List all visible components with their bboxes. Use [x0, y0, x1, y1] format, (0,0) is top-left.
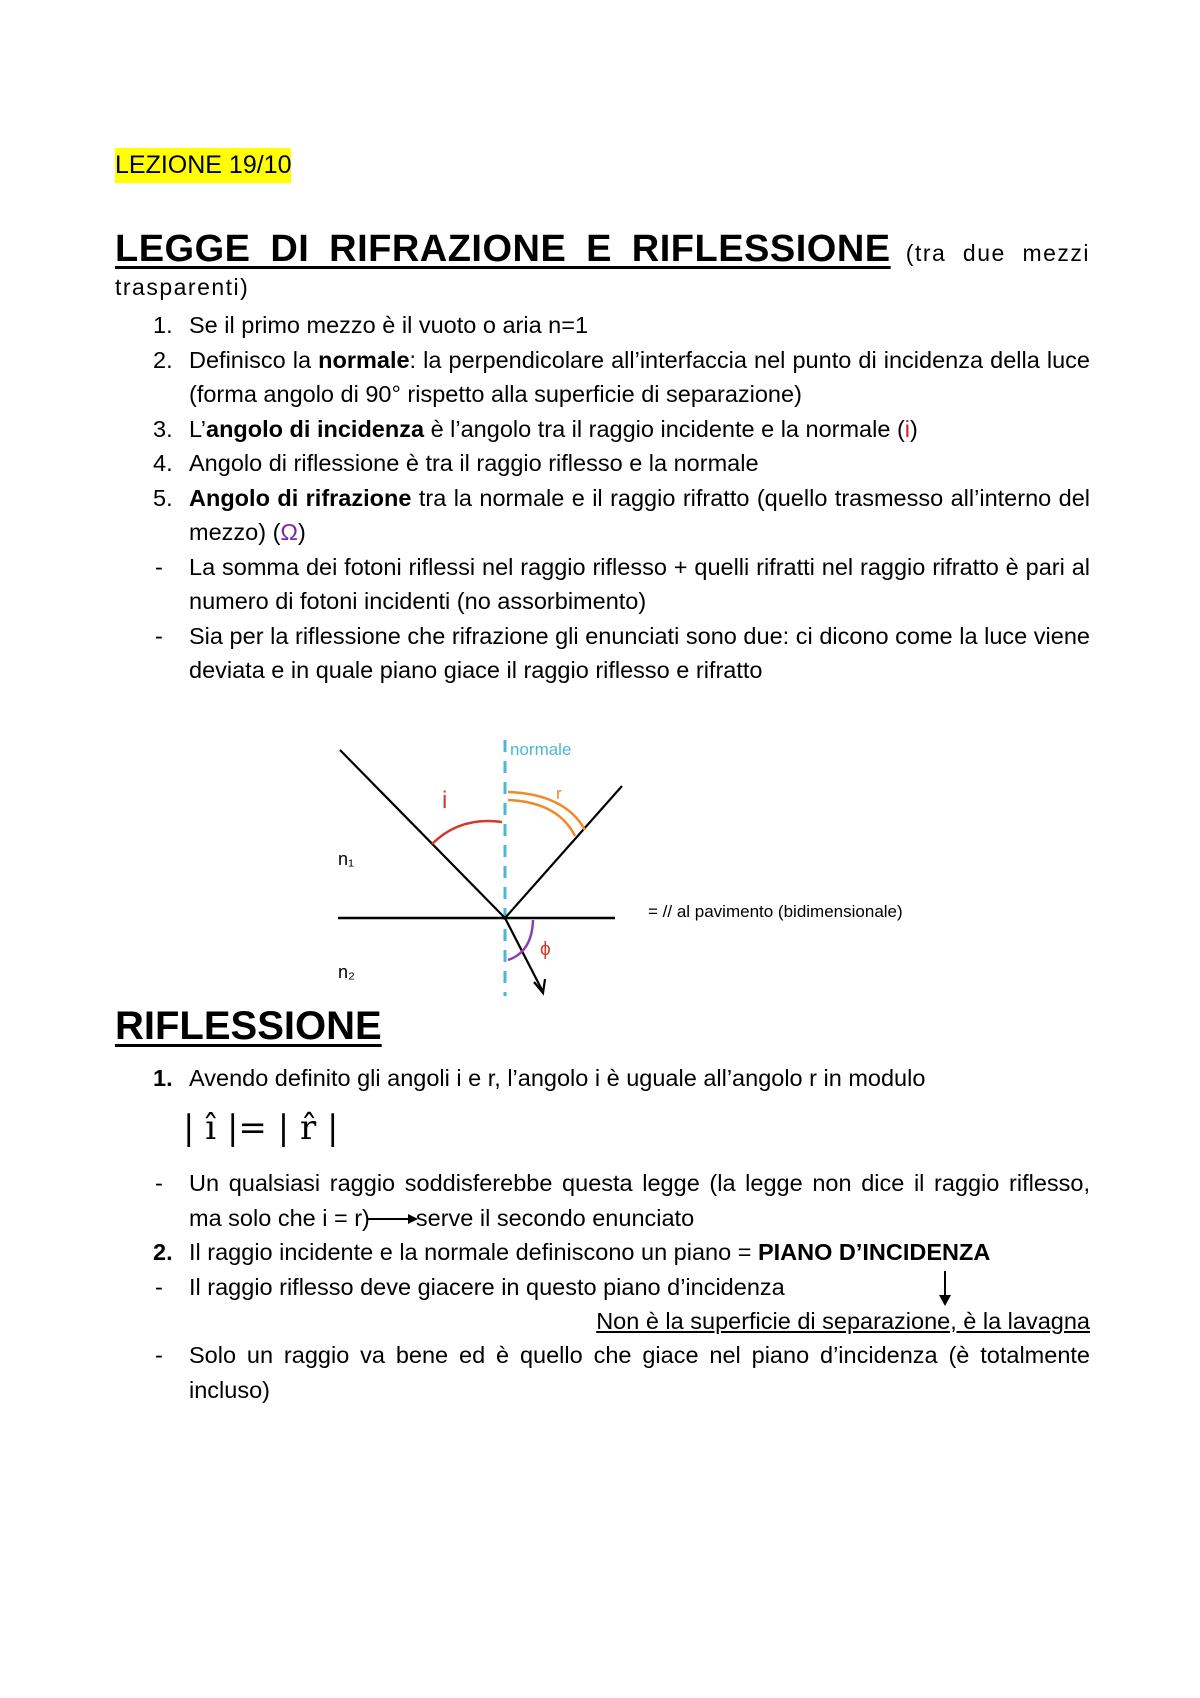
list-item — [115, 446, 1090, 481]
incident-ray — [340, 750, 505, 918]
list-item — [115, 619, 1090, 688]
term-normale: normale — [318, 346, 410, 373]
list-text: ) — [297, 519, 306, 545]
list-text: tra la normale e il raggio rifratto (quello trasmesso all’interno del mezzo) ( — [189, 484, 1090, 545]
refraction-list — [115, 308, 1090, 688]
incidence-arc — [432, 821, 502, 844]
list-text: L’ — [189, 415, 206, 442]
symbol-i: i — [904, 415, 910, 442]
list-marker: 1. — [153, 1065, 173, 1091]
symbol-omega: Ω — [280, 519, 298, 545]
refracted-ray — [505, 918, 543, 992]
section-title-refraction — [115, 228, 1091, 304]
list-marker: 4. — [153, 450, 173, 476]
refraction-label: ϕ — [540, 939, 551, 960]
list-text: Avendo definito gli angoli i e r, l’angolo i è uguale all’angolo r in modulo — [189, 1065, 926, 1091]
list-text: ) — [910, 415, 918, 442]
list-text: Definisco la — [189, 346, 319, 373]
term-angolo-incidenza: angolo di incidenza — [206, 415, 425, 442]
normal-label: normale — [510, 740, 572, 759]
term-piano-incidenza: PIANO D’INCIDENZA — [757, 1239, 991, 1265]
medium2-label: n₂ — [338, 962, 355, 982]
list-item — [115, 343, 1090, 412]
reflection-list-top — [115, 1061, 1090, 1096]
list-marker: 2. — [153, 346, 173, 373]
equality-formula: | î |= | r̂ | — [183, 1108, 339, 1148]
list-item — [115, 481, 1090, 550]
list-marker: - — [155, 553, 163, 580]
list-item — [115, 412, 1090, 447]
list-text: Il raggio riflesso deve giacere in questo piano d’incidenza — [189, 1273, 785, 1300]
section-title-reflection: RIFLESSIONE — [115, 1004, 382, 1048]
main-heading: LEGGE DI RIFRAZIONE E RIFLESSIONE — [115, 228, 891, 270]
term-angolo-rifrazione: Angolo di rifrazione — [189, 484, 412, 511]
floor-note: = // al pavimento (bidimensionale) — [648, 902, 903, 921]
list-marker: - — [155, 1170, 163, 1196]
list-text: Solo un raggio va bene ed è quello che giace nel piano d’incidenza (è totalmente incluso) — [189, 1342, 1090, 1403]
list-text: : la perpendicolare all’interfaccia nel punto di incidenza della luce (forma angolo di 90° rispetto alla superficie di separazione) — [189, 346, 1090, 407]
reflection-refraction-diagram — [0, 730, 1200, 1005]
list-item — [115, 308, 1090, 343]
list-item — [115, 1166, 1090, 1235]
list-marker: - — [155, 1273, 163, 1300]
list-text: Se il primo mezzo è il vuoto o aria n=1 — [189, 312, 589, 338]
list-marker: 1. — [153, 312, 173, 338]
list-item — [115, 1061, 1090, 1096]
list-item — [115, 1235, 1090, 1270]
incidence-label: i — [442, 787, 448, 814]
list-item — [115, 550, 1090, 619]
list-marker: - — [155, 1342, 163, 1368]
reflection-arc-outer — [508, 792, 585, 830]
reflection-label: r — [556, 784, 562, 803]
list-marker: 5. — [153, 484, 173, 511]
list-text: serve il secondo enunciato — [415, 1204, 695, 1231]
list-text: Angolo di riflessione è tra il raggio riflesso e la normale — [189, 450, 759, 476]
reflection-list-bottom — [115, 1338, 1090, 1407]
refraction-arc — [508, 920, 533, 960]
list-text: Sia per la riflessione che rifrazione gli enunciati sono due: ci dicono come la luce viene deviata e in quale piano giace il raggio riflesso e rifratto — [189, 622, 1090, 683]
list-text: La somma dei fotoni riflessi nel raggio riflesso + quelli rifratti nel raggio rifratto è pari al numero di fotoni incidenti (no assorbimento) — [189, 553, 1090, 614]
lesson-label: LEZIONE 19/10 — [115, 148, 291, 183]
medium1-label: n₁ — [338, 849, 355, 869]
blackboard-note: Non è la superficie di separazione, è la lavagna — [596, 1308, 1090, 1334]
down-arrow-icon — [938, 1271, 952, 1307]
list-text: Il raggio incidente e la normale definiscono un piano = — [189, 1239, 758, 1265]
list-marker: - — [155, 622, 163, 649]
list-text: è l’angolo tra il raggio incidente e la normale ( — [424, 415, 905, 442]
list-text: Un qualsiasi raggio soddisferebbe questa legge (la legge non dice il raggio riflesso, ma solo che i = r) — [189, 1170, 1090, 1231]
right-arrow-icon — [368, 1213, 418, 1225]
list-item — [115, 1338, 1090, 1407]
list-marker: 2. — [153, 1239, 173, 1265]
list-marker: 3. — [153, 415, 173, 442]
heading-subtitle: (tra due mezzi trasparenti) — [115, 240, 1091, 300]
reflection-arc-inner — [508, 800, 575, 836]
